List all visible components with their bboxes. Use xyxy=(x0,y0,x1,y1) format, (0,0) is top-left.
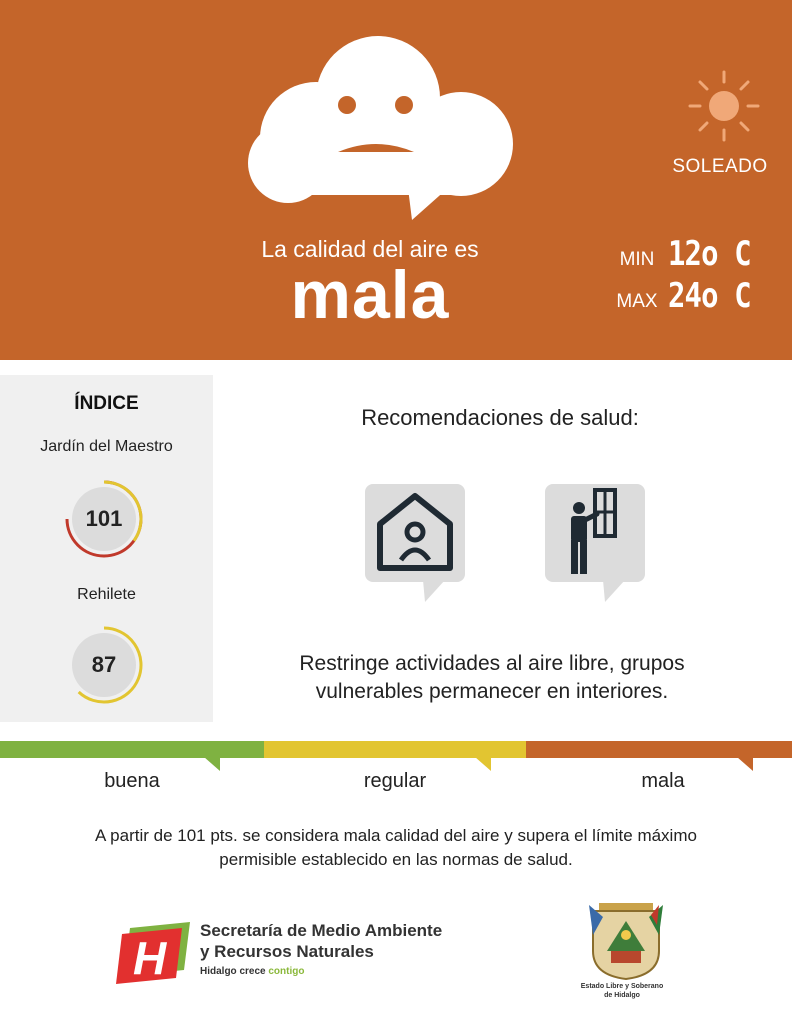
hidalgo-state-seal xyxy=(585,895,667,981)
weather-condition: SOLEADO xyxy=(672,156,768,177)
scale-label-regular: regular xyxy=(363,770,427,792)
organization-name xyxy=(200,920,500,962)
note-line: permisible establecido en las normas de salud. xyxy=(219,850,573,869)
sun-icon xyxy=(684,68,764,148)
threshold-note xyxy=(30,824,762,872)
station-name: Jardín del Maestro xyxy=(40,438,173,455)
headline-prefix: La calidad del aire es xyxy=(261,236,479,262)
seal-caption: Estado Libre y Soberano de Hidalgo xyxy=(580,983,664,999)
sad-cloud-icon xyxy=(228,28,523,223)
scale-pointer xyxy=(204,757,220,771)
max-value: 24o C xyxy=(668,276,751,316)
org-line: Secretaría de Medio Ambiente xyxy=(200,921,443,940)
index-title: ÍNDICE xyxy=(74,393,139,414)
max-label: MAX xyxy=(616,291,658,312)
scale-bar-good xyxy=(0,741,264,758)
station-name: Rehilete xyxy=(77,586,136,603)
header-banner xyxy=(0,0,792,360)
aqi-gauge xyxy=(64,625,144,710)
max-temperature xyxy=(606,276,765,316)
note-line: A partir de 101 pts. se considera mala calidad del aire y supera el límite máximo xyxy=(95,826,697,845)
scale-label-good: buena xyxy=(104,770,160,792)
scale-pointer xyxy=(475,757,491,771)
min-value: 12o C xyxy=(668,234,751,274)
scale-bar-bad xyxy=(526,741,792,758)
aqi-value: 101 xyxy=(85,506,123,531)
recommendations-title: Recomendaciones de salud: xyxy=(361,405,639,430)
air-quality-level: mala xyxy=(290,257,450,333)
aqi-gauge xyxy=(64,479,144,564)
svg-text:H: H xyxy=(133,932,167,984)
org-line: y Recursos Naturales xyxy=(200,942,374,961)
stay-home-icon xyxy=(365,484,467,604)
min-label: MIN xyxy=(619,249,655,270)
organization-slogan: Hidalgo crece contigo xyxy=(200,966,305,977)
recommendation-text xyxy=(262,650,722,706)
recommendation-line: vulnerables permanecer en interiores. xyxy=(315,680,669,703)
min-temperature xyxy=(606,234,765,274)
recommendation-line: Restringe actividades al aire libre, grupos xyxy=(299,652,685,675)
aqi-value: 87 xyxy=(91,652,117,677)
scale-bar-regular xyxy=(264,741,526,758)
scale-pointer xyxy=(737,757,753,771)
semarnath-logo xyxy=(116,920,192,984)
index-panel xyxy=(0,375,213,722)
scale-label-bad: mala xyxy=(641,770,685,792)
person-at-window-icon xyxy=(545,484,647,604)
